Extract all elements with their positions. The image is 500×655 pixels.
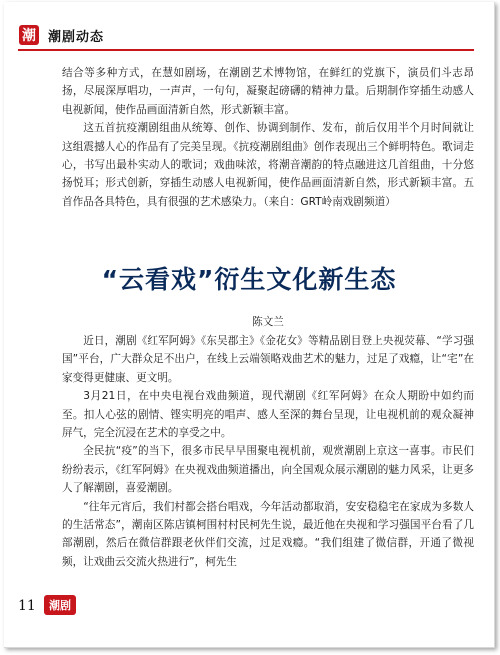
paragraph: 结合等多种方式，在慧如剧场，在潮剧艺术博物馆，在鲜红的党旗下，演员们斗志昂扬，尽展深厚唱功，一声声，一句句，凝聚起磅礴的精神力量。后期制作穿插生动感人电视新闻，使作品画面清新自然，形式新颖丰富。: [62, 67, 474, 116]
magazine-page: [4, 2, 495, 648]
page-number: 11: [18, 598, 36, 614]
previous-article-text: [62, 64, 474, 211]
paragraph: 这五首抗疫潮剧组曲从统筹、创作、协调到制作、发布，前后仅用半个月时间就让这组震撼人心的作品有了完美呈现。《抗疫潮剧组曲》创作表现出三个鲜明特色。歌词走心，书写出最朴实动人的歌词；戏曲味浓，将潮音潮韵的特点融进这几首组曲，十分悠扬悦耳；形式创新，穿插生动感人电视新闻，使作品画面清新自然，形式新颖丰富。五首作品各具特色，具有很强的艺术感染力。（来自：GRT岭南戏剧频道）: [62, 122, 474, 208]
article-body: [62, 332, 474, 571]
paragraph: 3月21日，在中央电视台戏曲频道，现代潮剧《红军阿姆》在众人期盼中如约而至。扣人心弦的剧情、铿实明亮的唱声、感人至深的舞台呈现，让电视机前的观众凝神屏气，完全沉浸在艺术的享受之中。: [62, 390, 474, 440]
chaoju-logo-icon: [44, 594, 76, 616]
svg-text:潮: 潮: [22, 28, 36, 44]
article-title: “云看戏”衍生文化新生态: [101, 265, 397, 294]
section-title: 潮剧动态: [48, 30, 105, 45]
paragraph: “往年元宵后，我们村都会搭台唱戏，今年活动都取消，安安稳稳宅在家成为多数人的生活常态”，潮南区陈店镇柯围村村民柯先生说，最近他在央视和学习强国平台看了几部潮剧，然后在微信群跟老伙伴们交流，过足戏瘾。“我们组建了微信群，开通了微视频，让戏曲云交流火热进行”，柯先生: [62, 500, 474, 568]
svg-text:潮剧: 潮剧: [49, 599, 71, 612]
paragraph: 近日，潮剧《红军阿姆》《东吴郡主》《金花女》等精品剧目登上央视荧幕、“学习强国”平台，广大群众足不出户，在线上云端领略戏曲艺术的魅力，过足了戏瘾，让“宅”在家变得更健康、更文明。: [62, 335, 474, 384]
header-divider: [18, 49, 474, 51]
article-author: 陈文兰: [252, 316, 284, 328]
chao-logo-icon: [18, 24, 40, 46]
page-header: [4, 2, 494, 54]
paragraph: 全民抗“疫”的当下，很多市民早早围聚电视机前，观赏潮剧上京这一喜事。市民们纷纷表示，《红军阿姆》在央视戏曲频道播出，向全国观众展示潮剧的魅力风采，让更多人了解潮剧，喜爱潮剧。: [62, 445, 474, 495]
